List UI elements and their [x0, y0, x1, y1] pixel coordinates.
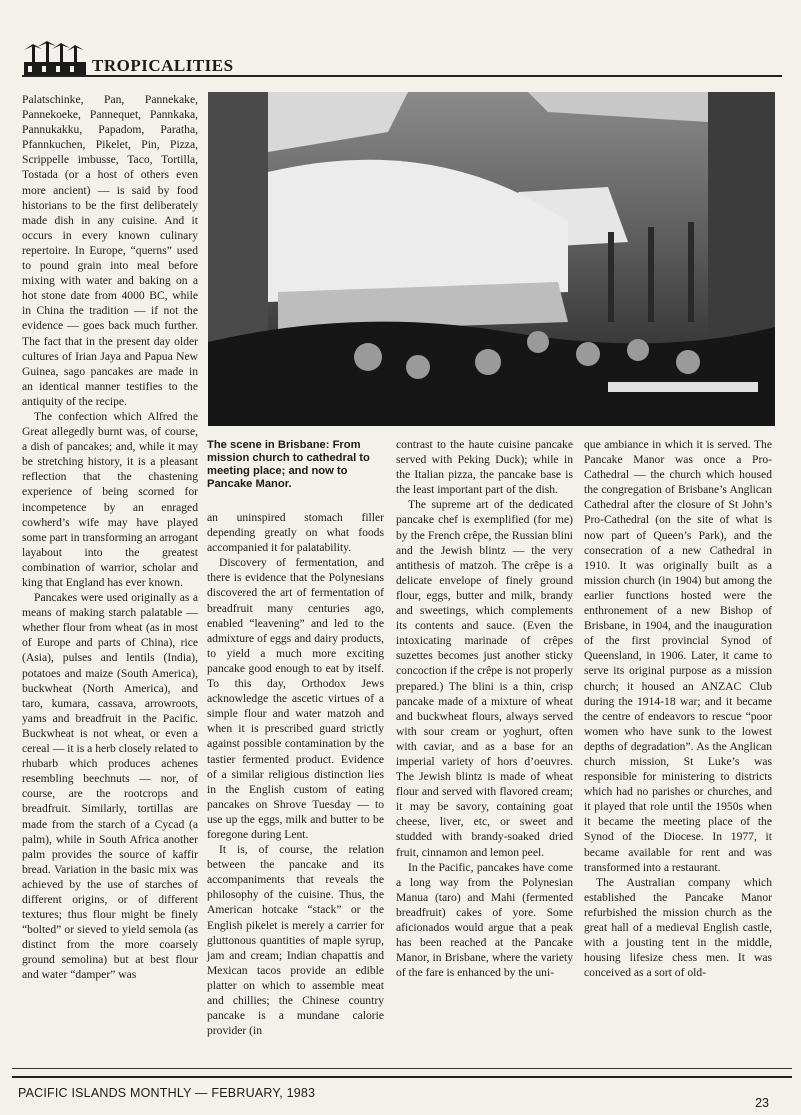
- paragraph: Palatschinke, Pan, Pannekake, Pannekoeke, Pannequet, Pannkaka, Pannukakku, Papadom, Paratha, Pfannkuchen, Pikelet, Pin, Pizza, Scrippelle imbusse, Taco, Tortilla, Tostada (or a host of others even more ancient) — is said by food historians to be the first deliberately made dish in any cuisine. And it occurs in every known culinary repertoire. In Europe, “querns” used to pound grain into meal before mixing with water and baking on a hot stone date from 4000 BC, while in China the tradition — if not the evidence — goes back much further. The fact that in the present day older cultures of Irian Jaya and Papua New Guinea, sago pancakes are made in an identical manner testifies to the antiquity of the recipe.: [22, 93, 198, 408]
- paragraph: Pancakes were used originally as a means of making starch palatable — whether flour from wheat (as in most of Europe and parts of China), rice (Asia), pulses and lentils (India), potatoes and maize (South America), buckwheat (North America), and taro, kumara, cassava, arrowroots, yams and breadfruit in the Pacific. Buckwheat is not wheat, or even a cereal — it is a herb closely related to rhubarb which produces achenes resembling beechnuts — nor, of course, are the rootcrops and breadfruit. Similarly, tortillas are made from the starch of a Cycad (a palm), while in South Africa another palm provides the source of kaffir bread. Variation in the basic mix was achieved by the use of starches of different origins, or of different textures; thus flour might be finely “bolted” or sieved to yield semola (as distinct from the more coarsely ground semolina) but at best flour and water “damper” was: [22, 591, 198, 982]
- paragraph: que ambiance in which it is served. The Pancake Manor was once a Pro-Cathedral — the church which housed the congregation of Brisbane’s Anglican Cathedral after the closure of St John’s Pro-Cathedral (on the site of what is now part of Queen’s Park), and the consecration of a new Cathedral in 1910. It was originally built as a mission church (in 1904) but among the earlier functions hosted were the enthronement of a new Bishop of Brisbane, in 1904, and the inauguration of the first provincial Synod of Queensland, in 1906. Later, it came to serve its original purpose as a mission church; it housed an ANZAC Club during the 1914-18 war; and it became the centre of endeavors to rescue “poor women who have sunk to the lowest depths of degradation”. As the Anglican church mission, St Luke’s was responsible for ministering to districts which had no parishes or churches, and it played that role until the 1950s when it became the meeting place of the Synod of the Diocese. In 1977, it became available for rent and was transformed into a restaurant.: [584, 438, 772, 874]
- photo-caption: The scene in Brisbane: From mission church to cathedral to meeting place; and now to Pancake Manor.: [207, 439, 370, 490]
- paragraph: The Australian company which established the Pancake Manor refurbished the mission church as the great hall of a medieval English castle, with a jousting tent in the middle, housing lifesize chess men. It was conceived as a sort of old-: [584, 875, 772, 980]
- article-column-1: [22, 92, 198, 983]
- paragraph: an uninspired stomach filler depending greatly on what foods accompanied it for palatability.: [207, 511, 384, 555]
- paragraph: In the Pacific, pancakes have come a long way from the Polynesian Manua (taro) and Mahi (fermented breadfruit) cakes of yore. Some aficionados would argue that a peak has been reached at the Pancake Manor, in Brisbane, where the variety of the fare is enhanced by the uni-: [396, 860, 573, 980]
- palm-trees-icon: [22, 38, 88, 76]
- paragraph: Discovery of fermentation, and there is evidence that the Polynesians discovered the art of fermentation of breadfruit many centuries ago, enabled “leavening” and led to the admixture of eggs and dairy products, to yield a much more exciting pancake good enough to eat by itself. To this day, Orthodox Jews acknowledge the ascetic virtues of a simple flour and water matzoh and when it is prescribed guard strictly against possible contamination by the tastier fermented product. Evidence of a similar religious distinction lies in the English custom of eating pancakes on Shrove Tuesday — to use up the eggs, milk and butter to be foregone during Lent.: [207, 556, 384, 841]
- article-column-3: [396, 437, 573, 980]
- page-number: 23: [755, 1096, 769, 1110]
- paragraph: The confection which Alfred the Great allegedly burnt was, of course, a dish of pancakes; and, while it may be stretching history, it is a pleasant reflection that the chastening experience of being scorned for incompetence by an enraged cowherd’s wife may have played some part in transforming an arrogant layabout into the greatest combination of warrior, scholar and king that England has ever known.: [22, 409, 198, 589]
- restaurant-photo: [208, 92, 775, 426]
- article-column-4: [584, 437, 772, 980]
- section-title: TROPICALITIES: [92, 56, 234, 75]
- paragraph: It is, of course, the relation between the pancake and its accompaniments that reveals the philosophy of the cuisine. Thus, the American hotcake “stack” or the English pikelet is merely a carrier for gluttonous quantities of maple syrup, jam and cream; Indian chapattis and Mexican tacos provide an edible platter on which to assemble meat and chillies; the Chinese country pancake is a mundane calorie provider (in: [207, 843, 384, 1038]
- paragraph: The supreme art of the dedicated pancake chef is exemplified (for me) by the French crêpe, the Russian blini and the Jewish blintz — the very antithesis of matzoh. The crêpe is a delicate envelope of finely ground flour, eggs, butter and milk, brandy and sweetings, which complements its contents and sauce. (Even the intoxicating marinade of crêpes suzettes becomes just another sticky concoction if the crêpe is not properly prepared.) The blini is a thin, crisp pancake made of a mixture of wheat and buckwheat flours, always served with sour cream or yoghurt, often with caviar, and as a base for an imperial variety of hors d’oeuvres. The Jewish blintz is made of wheat flour and served with flavored cream; it may be savory, containing goat cheese, liver, etc, or sweet and studded with brandy-soaked dried fruit, cinnamon and lemon peel.: [396, 498, 573, 859]
- publication-footer: PACIFIC ISLANDS MONTHLY — FEBRUARY, 1983: [18, 1086, 316, 1100]
- footer-rule: [12, 1076, 792, 1078]
- paragraph: contrast to the haute cuisine pancake served with Peking Duck); while in the Italian pizza, the pancake base is the least important part of the dish.: [396, 438, 573, 497]
- article-column-2: [207, 510, 384, 1038]
- page-header: [22, 38, 782, 78]
- header-rule: [22, 75, 782, 77]
- footer-rule: [12, 1068, 792, 1069]
